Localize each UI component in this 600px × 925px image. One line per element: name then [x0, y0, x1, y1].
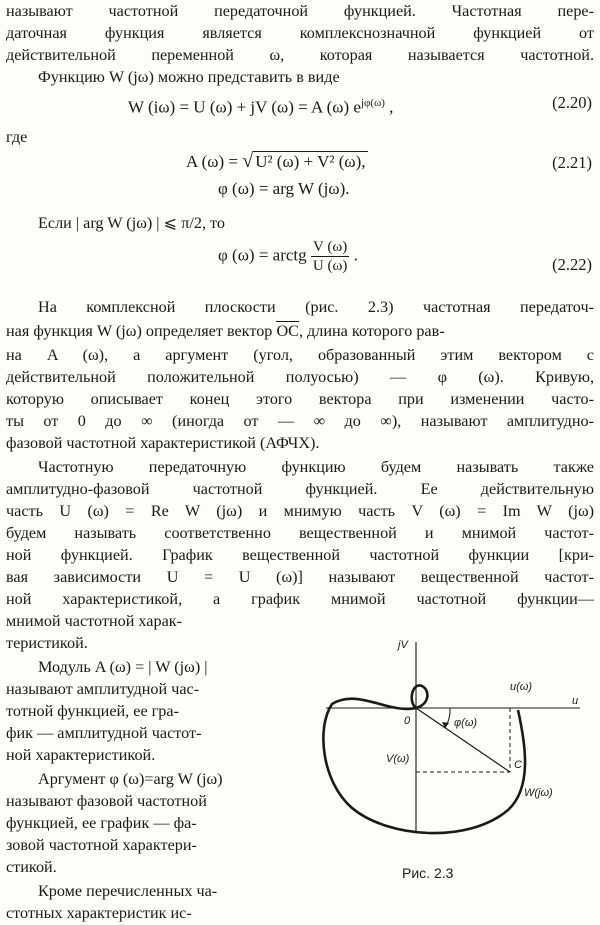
text-line: теристикой. [6, 634, 88, 652]
equation-2-20 [128, 92, 393, 119]
text-line: ной функцией. График вещественной частотной функции [кри- [6, 546, 594, 564]
text-line: называют фазовой частотной [6, 792, 207, 810]
label-u-axis: u [572, 695, 579, 707]
text-line: ты от 0 до ∞ (иногда от — ∞ до ∞), называют амплитудно- [6, 412, 594, 430]
equation-left: φ (ω) = arctg [218, 245, 311, 265]
text-line: действительной переменной ω, которая называется частотной. [6, 46, 594, 64]
text-line: Модуль A (ω) = | W (jω) | [38, 658, 208, 676]
text-fragment: , длина которого рав- [298, 322, 445, 340]
text-line: тотной функцией, ее гра- [6, 702, 179, 720]
radical-sign: √ [242, 150, 254, 172]
text-line: ной характеристикой, а график мнимой частотной функции— [6, 590, 594, 608]
equation-number: (2.20) [552, 93, 592, 112]
text-line: ной характеристикой. [6, 746, 156, 764]
text-line: Если | arg W (jω) | ⩽ π/2, то [38, 214, 226, 232]
equation-exponent: jφ(ω) [360, 97, 385, 109]
fraction [311, 238, 349, 275]
label-w-jw: W(jω) [524, 787, 553, 799]
text-line: Кроме перечисленных ча- [38, 882, 218, 900]
textbook-page [6, 0, 594, 922]
equation-2-21 [186, 150, 368, 174]
equation-number: (2.21) [552, 153, 592, 172]
text-line: называют амплитудной час- [6, 680, 200, 698]
text-line: будем называть соответственно вещественной и мнимой частот- [6, 524, 594, 542]
text-line: Аргумент φ (ω)=arg W (jω) [38, 770, 223, 788]
text-line: стотных характеристик ис- [6, 904, 192, 922]
label-c: C [514, 759, 522, 771]
text-line: Функцию W (jω) можно представить в виде [38, 68, 340, 86]
text-line: мнимой частотной харак- [6, 612, 183, 630]
fraction-denominator: U (ω) [312, 258, 348, 274]
afchx-diagram [318, 632, 598, 846]
equation-comma: , [389, 97, 394, 117]
label-jv: jV [398, 639, 408, 651]
text-line: На комплексной плоскости (рис. 2.3) частотная передаточ- [38, 298, 594, 316]
text-fragment: ная функция W (jω) определяет вектор [6, 322, 277, 340]
text-line: которую описывает конец этого вектора при изменении часто- [6, 390, 594, 408]
text-line: зовой частотной характери- [6, 836, 197, 854]
text-line: фик — амплитудной частот- [6, 724, 202, 742]
text-line: стикой. [6, 858, 57, 876]
radicand: U² (ω) + V² (ω), [255, 152, 366, 171]
equation-body: W (iω) = U (ω) + jV (ω) = A (ω) e [128, 97, 361, 117]
fraction-numerator: V (ω) [311, 238, 349, 257]
equation-2-21-line2: φ (ω) = arg W (jω). [218, 179, 350, 198]
label-phi: φ(ω) [454, 717, 478, 729]
text-line: амплитудно-фазовой частотной функцией. Ее действительную [6, 480, 594, 498]
equation-period: . [353, 245, 358, 265]
vector-oc: OC [276, 320, 299, 343]
label-v-omega: V(ω) [386, 753, 410, 765]
figure-2-3 [318, 632, 598, 846]
text-line: действительной положительной полуосью) — φ (ω). Кривую, [6, 368, 594, 386]
text-line: фазовой частотной характеристикой (АФЧХ). [6, 434, 320, 452]
text-line [6, 320, 594, 343]
text-line: часть U (ω) = Re W (jω) и мнимую часть V (ω) = Im W (jω) [6, 502, 594, 520]
text-line: называют частотной передаточной функцией. Частотная пере- [6, 2, 594, 20]
figure-caption: Рис. 2.3 [402, 865, 454, 881]
equation-left: A (ω) = [186, 152, 243, 171]
text-line: Частотную передаточную функцию будем называть также [38, 458, 594, 476]
text-line: вая зависимости U = U (ω)] называют вещественной частот- [6, 568, 594, 586]
label-origin: 0 [404, 715, 411, 727]
text-line: функцией, ее график — фа- [6, 814, 197, 832]
equation-2-22 [218, 238, 358, 275]
text-line: даточная функция является комплекснозначной функцией от [6, 24, 594, 42]
equation-number: (2.22) [552, 255, 592, 274]
text-line: на A (ω), а аргумент (угол, образованный этим вектором с [6, 346, 594, 364]
label-u-omega: u(ω) [510, 681, 533, 693]
text-line: где [6, 128, 28, 146]
